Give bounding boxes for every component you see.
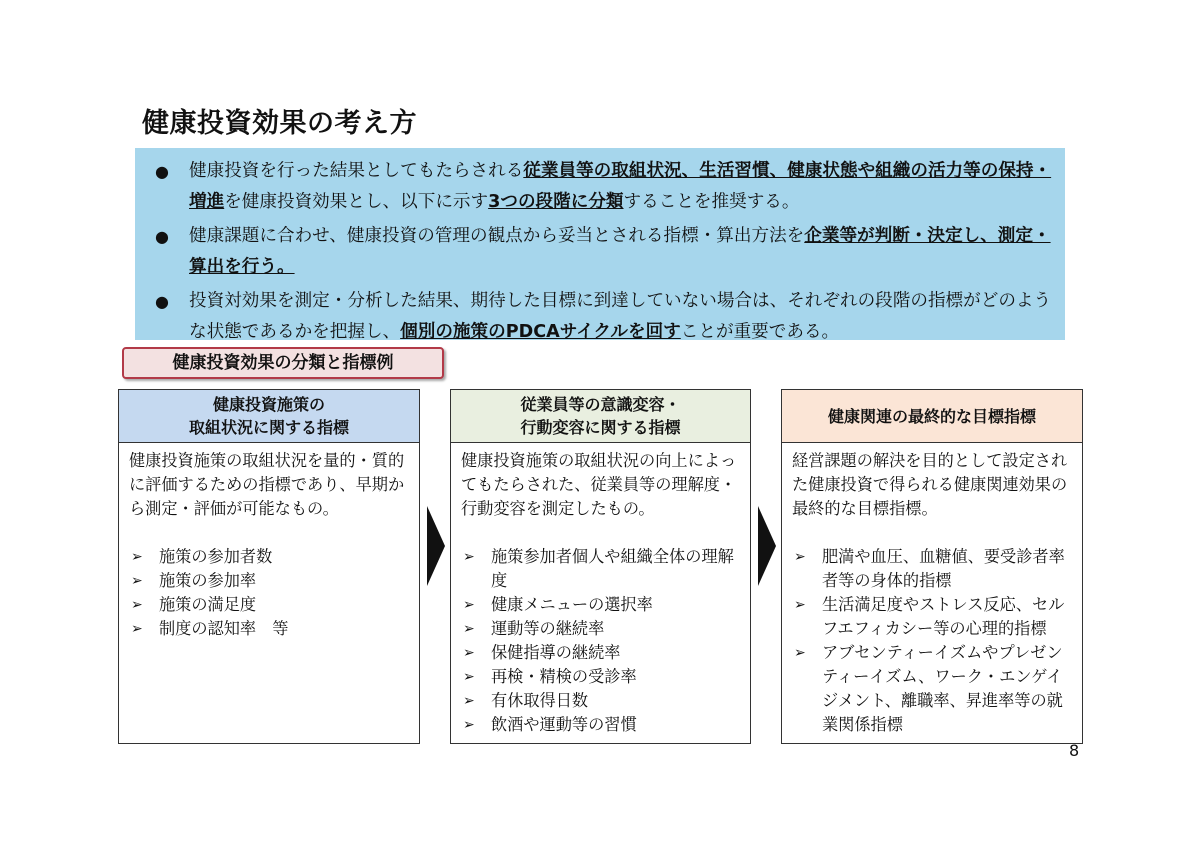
list-item: ➢ 施策の参加率 xyxy=(129,569,409,593)
arrow-bullet-icon: ➢ xyxy=(463,549,475,565)
list-item: ➢ 有休取得日数 xyxy=(461,689,740,713)
summary-bullet-3: ● 投資対効果を測定・分析した結果、期待した目標に到達していない場合は、それぞれの段階の指標がどのような状態であるかを把握し、個別の施策のPDCAサイクルを回すことが重要である。 xyxy=(147,286,1053,348)
arrow-bullet-icon: ➢ xyxy=(463,621,475,637)
arrow-bullet-icon: ➢ xyxy=(794,645,806,661)
column-description: 健康投資施策の取組状況の向上によってもたらされた、従業員等の理解度・行動変容を測定したもの。 xyxy=(461,451,737,518)
indicator-list xyxy=(792,545,1072,737)
list-item: ➢ 施策の満足度 xyxy=(129,593,409,617)
arrow-bullet-icon: ➢ xyxy=(131,549,143,565)
list-item: ➢ 生活満足度やストレス反応、セルフエフィカシー等の心理的指標 xyxy=(794,595,1065,638)
page-number: 8 xyxy=(1069,741,1080,760)
bullet-dot-icon: ● xyxy=(155,227,169,246)
column-header: 健康投資施策の 取組状況に関する指標 xyxy=(119,390,419,443)
summary-bullet-2: ● 健康課題に合わせ、健康投資の管理の観点から妥当とされる指標・算出方法を企業等が判断・決定し、測定・算出を行う。 xyxy=(147,221,1053,283)
arrow-bullet-icon: ➢ xyxy=(463,717,475,733)
list-item: ➢ アブセンティーイズムやプレゼンティーイズム、ワーク・エンゲイジメント、離職率、昇進率等の就業関係指標 xyxy=(794,643,1063,734)
bullet-dot-icon: ● xyxy=(155,162,169,181)
chevron-right-icon xyxy=(758,506,776,586)
arrow-bullet-icon: ➢ xyxy=(463,669,475,685)
arrow-bullet-icon: ➢ xyxy=(131,597,143,613)
indicator-column-1 xyxy=(118,389,420,744)
indicator-column-3 xyxy=(781,389,1083,744)
column-description: 経営課題の解決を目的として設定された健康投資で得られる健康関連効果の最終的な目標指標。 xyxy=(792,451,1068,518)
column-header: 従業員等の意識変容・ 行動変容に関する指標 xyxy=(451,390,750,443)
column-description: 健康投資施策の取組状況を量的・質的に評価するための指標であり、早期から測定・評価が可能なもの。 xyxy=(129,451,405,518)
arrow-bullet-icon: ➢ xyxy=(463,597,475,613)
list-item: ➢ 施策の参加者数 xyxy=(129,545,409,569)
list-item: ➢ 運動等の継続率 xyxy=(461,617,740,641)
summary-bullet-1: ● 健康投資を行った結果としてもたらされる従業員等の取組状況、生活習慣、健康状態や組織の活力等の保持・増進を健康投資効果とし、以下に示す3つの段階に分類することを推奨する。 xyxy=(147,156,1053,218)
arrow-bullet-icon: ➢ xyxy=(463,645,475,661)
column-body xyxy=(451,443,750,743)
indicator-list xyxy=(461,545,740,737)
list-item: ➢ 肥満や血圧、血糖値、要受診者率者等の身体的指標 xyxy=(794,547,1065,590)
list-item: ➢ 健康メニューの選択率 xyxy=(461,593,740,617)
arrow-bullet-icon: ➢ xyxy=(131,621,143,637)
column-header: 健康関連の最終的な目標指標 xyxy=(782,390,1082,443)
arrow-bullet-icon: ➢ xyxy=(463,693,475,709)
list-item: ➢ 飲酒や運動等の習慣 xyxy=(461,713,740,737)
chevron-right-icon xyxy=(427,506,445,586)
arrow-bullet-icon: ➢ xyxy=(794,549,806,565)
bullet-dot-icon: ● xyxy=(155,292,169,311)
category-label: 健康投資効果の分類と指標例 xyxy=(122,347,444,379)
list-item: ➢ 施策参加者個人や組織全体の理解度 xyxy=(463,547,734,590)
arrow-bullet-icon: ➢ xyxy=(131,573,143,589)
list-item: ➢ 保健指導の継続率 xyxy=(461,641,740,665)
summary-box xyxy=(135,148,1065,340)
arrow-bullet-icon: ➢ xyxy=(794,597,806,613)
indicator-list xyxy=(129,545,409,641)
column-body xyxy=(782,443,1082,743)
list-item: ➢ 制度の認知率 等 xyxy=(129,617,409,641)
indicator-column-2 xyxy=(450,389,751,744)
page-title: 健康投資効果の考え方 xyxy=(142,108,417,139)
column-body xyxy=(119,443,419,647)
list-item: ➢ 再検・精検の受診率 xyxy=(461,665,740,689)
